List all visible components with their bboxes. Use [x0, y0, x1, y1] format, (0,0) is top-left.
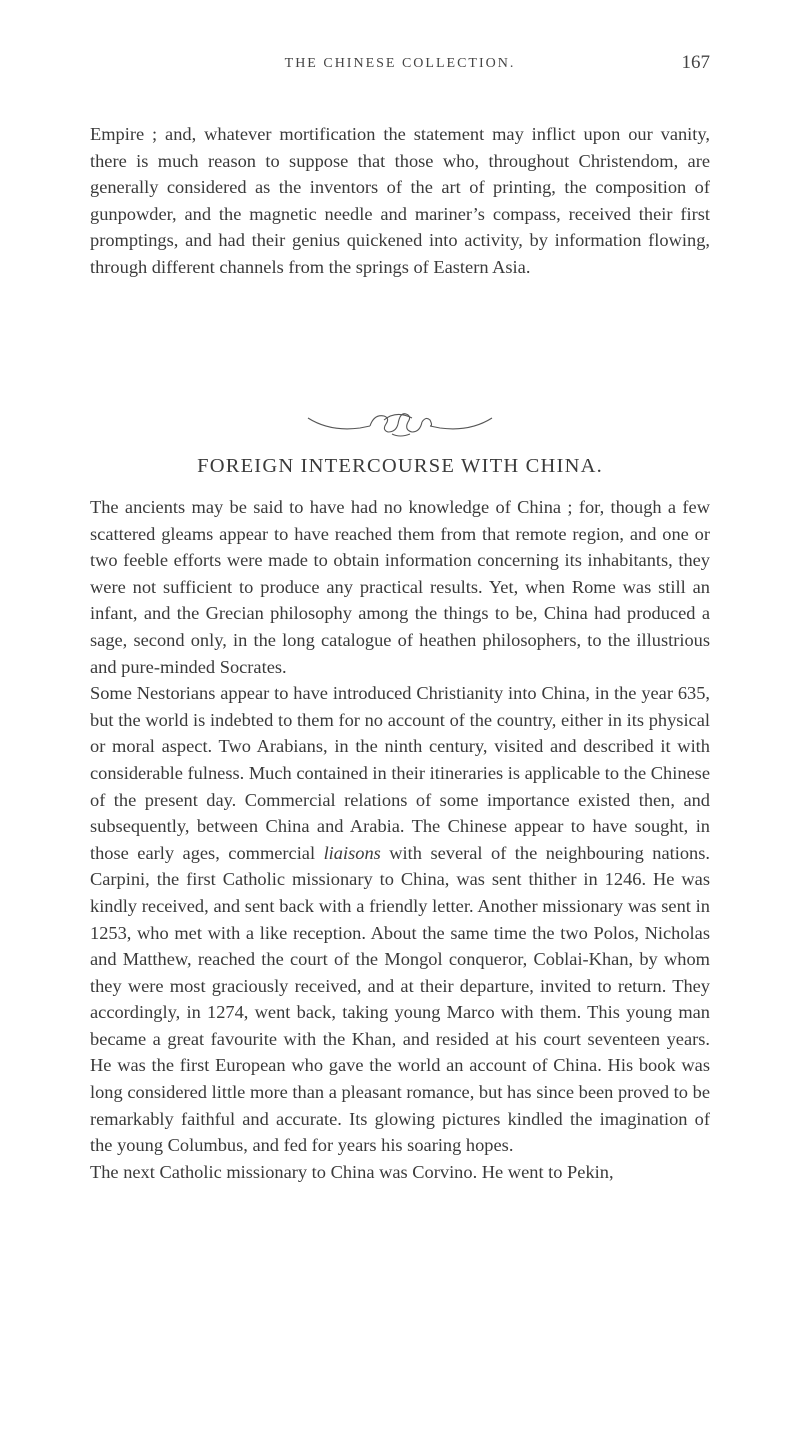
running-head — [90, 52, 710, 76]
body-paragraph-2 — [90, 680, 710, 1159]
intro-paragraph-block — [90, 121, 710, 281]
body-paragraph-3: The next Catholic missionary to China was Corvino. He went to Pekin, — [90, 1161, 614, 1182]
intro-paragraph: Empire ; and, whatever mortification the statement may inflict upon our vanity, there is much reason to suppose that those who, throughout Christendom, are generally considered as the inventors of the art of printing, the composition of gunpowder, and the magnetic needle and mariner’s compass, received their first promptings, and had their genius quickened into activity, by information flowing, through different channels from the springs of Eastern Asia. — [90, 124, 710, 277]
decorative-scroll-flourish-icon — [300, 408, 500, 440]
italic-word-liaisons: liaisons — [323, 842, 381, 863]
running-title: THE CHINESE COLLECTION. — [284, 56, 516, 71]
section-heading: FOREIGN INTERCOURSE WITH CHINA. — [197, 455, 603, 477]
page-number: 167 — [681, 52, 710, 73]
paragraph-2-text-after: with several of the neighbouring nations. Carpini, the first Catholic missionary to China, was sent thither in 1246. He was kindly received, and sent back with a friendly letter. Another missionary was sent in 1253, who met with a like reception. About the same time the two Polos, Nicholas and Matthew, reached the court of the Mongol conqueror, Coblai-Khan, by whom they were most graciously received, and at their departure, invited to return. They accordingly, in 1274, went back, taking young Marco with them. This young man became a great favourite with the Khan, and resided at his court seventeen years. He was the first European who gave the world an account of China. His book was long considered little more than a pleasant romance, but has since been proved to be remarkably faithful and accurate. Its glowing pictures kindled the imagination of the young Columbus, and fed for years his soaring hopes. — [90, 842, 710, 1156]
body-paragraph-1: The ancients may be said to have had no knowledge of China ; for, though a few scattered gleams appear to have reached them from that remote region, and one or two feeble efforts were made to obtain information concerning its inhabitants, they were not sufficient to produce any practical results. Yet, when Rome was still an infant, and the Grecian philosophy among the things to be, China had produced a sage, second only, in the long catalogue of heathen philosophers, to the illustrious and pure-minded Socrates. — [90, 497, 710, 677]
section-body — [90, 494, 710, 1185]
paragraph-2-text-before: Some Nestorians appear to have introduced Christianity into China, in the year 635, but the world is indebted to them for no account of the country, either in its physical or moral aspect. Two Arabians, in the ninth century, visited and described it with considerable fulness. Much contained in their itineraries is applicable to the Chinese of the present day. Commercial relations of some importance existed then, and subsequently, between China and Arabia. The Chinese appear to have sought, in those early ages, commercial — [90, 683, 710, 863]
